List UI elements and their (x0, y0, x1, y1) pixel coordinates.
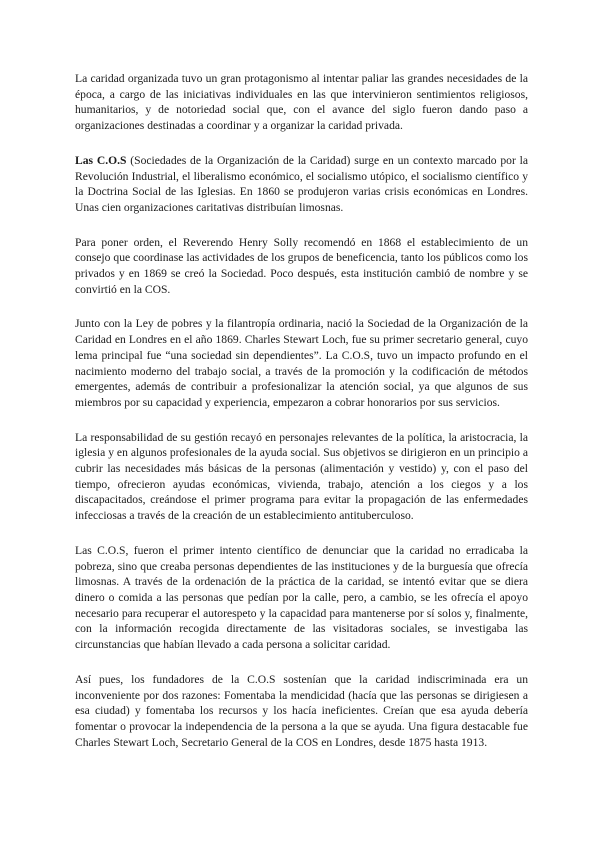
paragraph-lead-bold: Las C.O.S (75, 153, 127, 167)
paragraph-1 (75, 71, 528, 134)
paragraph-6 (75, 543, 528, 653)
paragraph-3 (75, 235, 528, 298)
paragraph-4 (75, 316, 528, 410)
paragraph-text: La caridad organizada tuvo un gran protagonismo al intentar paliar las grandes necesidades de la época, a cargo de las iniciativas individuales en las que intervinieron sentimientos religiosos, humanitarios, y de notoriedad social que, con el avance del siglo fueron dando paso a organizaciones destinadas a coordinar y a organizar la caridad privada. (75, 72, 528, 133)
paragraph-2 (75, 153, 528, 216)
paragraph-text: Junto con la Ley de pobres y la filantropía ordinaria, nació la Sociedad de la Organización de la Caridad en Londres en el año 1869. Charles Stewart Loch, fue su primer secretario general, cuyo lema principal fue “una sociedad sin dependientes”. La C.O.S, tuvo un impacto profundo en el nacimiento moderno del trabajo social, a través de la promoción y la codificación de métodos emergentes, además de contribuir a profesionalizar la atención social, ya que algunos de sus miembros por su capacidad y experiencia, empezaron a cobrar honorarios por sus servicios. (75, 317, 528, 409)
paragraph-text: Así pues, los fundadores de la C.O.S sostenían que la caridad indiscriminada era un inconveniente por dos razones: Fomentaba la mendicidad (hacía que las personas se dirigiesen a esa ciudad) y fomentaba los recursos y los hacía ineficientes. Creían que esa ayuda debería fomentar o provocar la independencia de la persona a la que se ayuda. Una figura destacable fue Charles Stewart Loch, Secretario General de la COS en Londres, desde 1875 hasta 1913. (75, 672, 528, 749)
paragraph-7 (75, 672, 528, 751)
paragraph-text: Para poner orden, el Reverendo Henry Solly recomendó en 1868 el establecimiento de un consejo que coordinase las actividades de los grupos de beneficencia, tanto los públicos como los privados y en 1869 se creó la Sociedad. Poco después, esta institución cambió de nombre y se convirtió en la COS. (75, 235, 528, 296)
paragraph-text: (Sociedades de la Organización de la Caridad) surge en un contexto marcado por la Revolución Industrial, el liberalismo económico, el socialismo utópico, el socialismo científico y la Doctrina Social de las Iglesias. En 1860 se produjeron varias crisis económicas en Londres. Unas cien organizaciones caritativas distribuían limosnas. (75, 153, 528, 214)
document-page (75, 71, 528, 769)
paragraph-text: La responsabilidad de su gestión recayó en personajes relevantes de la política, la aristocracia, la iglesia y en algunos profesionales de la ayuda social. Sus objetivos se dirigieron en un principio a cubrir las necesidades más básicas de la personas (alimentación y vestido) y, con el paso del tiempo, ofrecieron ayudas económicas, vivienda, trabajo, atención a los ciegos y a los discapacitados, creándose el primer programa para evitar la propagación de las enfermedades infecciosas a través de la creación de un establecimiento antituberculoso. (75, 430, 528, 523)
paragraph-5 (75, 430, 528, 524)
paragraph-text: Las C.O.S, fueron el primer intento científico de denunciar que la caridad no erradicaba la pobreza, sino que creaba personas dependientes de las instituciones y de la burguesía que ofrecía limosnas. A través de la ordenación de la práctica de la caridad, se intentó evitar que se diera dinero o comida a las personas que pedían por la calle, pero, a cambio, se les ofrecía el apoyo necesario para recuperar el autorespeto y la capacidad para mantenerse por sí solos y, finalmente, con la información recogida directamente de las visitadoras sociales, se investigaba las circunstancias que habían llevado a cada persona a solicitar caridad. (75, 543, 528, 652)
